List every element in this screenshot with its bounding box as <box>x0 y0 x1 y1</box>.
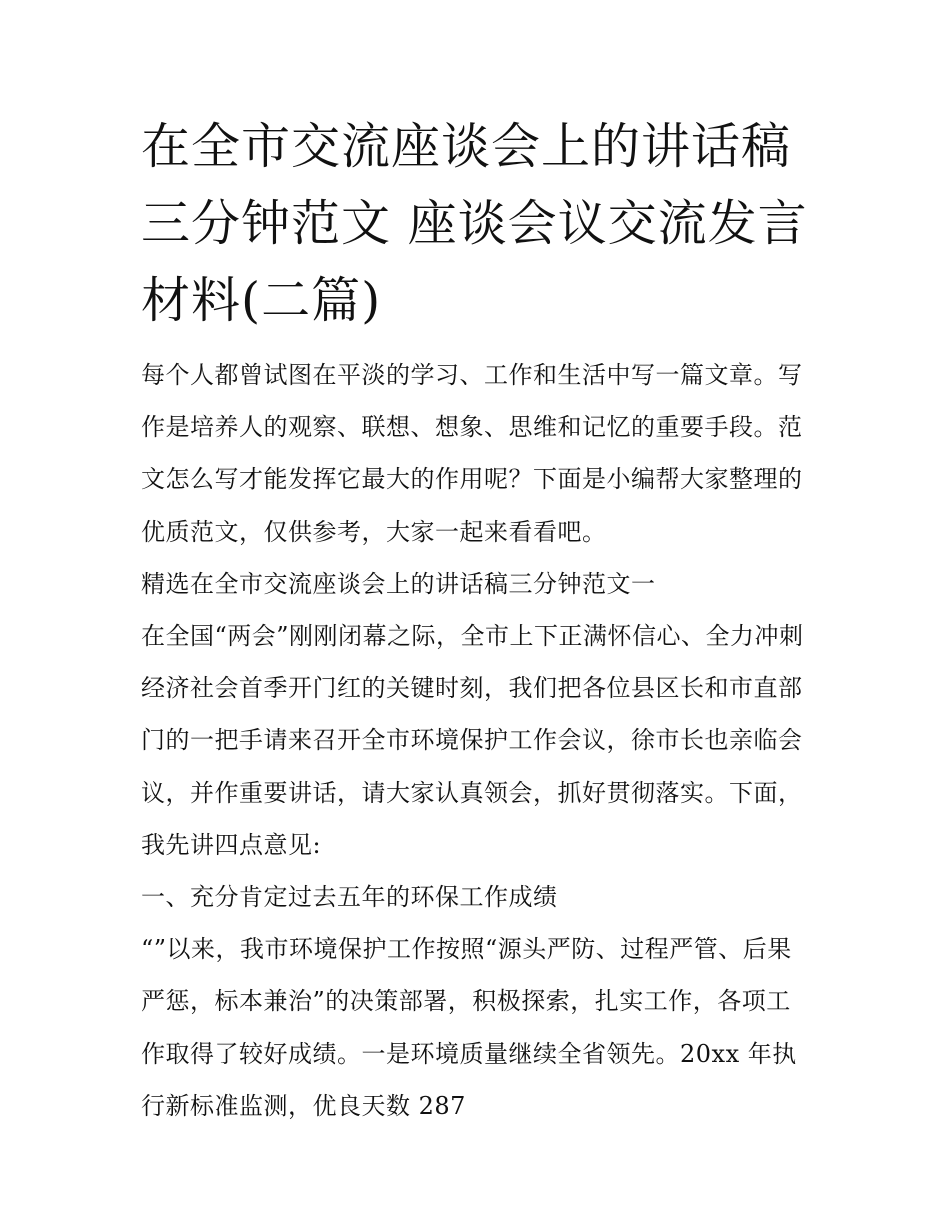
intro-line: 文怎么写才能发挥它最大的作用呢？下面是小编帮大家整理的 <box>141 465 803 494</box>
title-line: 三分钟范文 座谈会议交流发言 <box>141 195 808 252</box>
paragraph-line: “”以来，我市环境保护工作按照“源头严防、过程严管、后果 <box>141 935 792 964</box>
section-heading: 精选在全市交流座谈会上的讲话稿三分钟范文一 <box>141 569 656 598</box>
subsection-heading: 一、充分肯定过去五年的环保工作成绩 <box>141 883 558 912</box>
document-title <box>141 108 821 339</box>
title-line: 材料(二篇) <box>141 272 382 329</box>
paragraph-line: 严惩，标本兼治”的决策部署，积极探索，扎实工作，各项工 <box>141 987 791 1016</box>
paragraph-line: 作取得了较好成绩。一是环境质量继续全省领先。20xx 年执 <box>141 1039 797 1068</box>
intro-line: 作是培养人的观察、联想、想象、思维和记忆的重要手段。范 <box>141 413 803 442</box>
title-line: 在全市交流座谈会上的讲话稿 <box>141 118 792 175</box>
paragraph-line: 经济社会首季开门红的关键时刻，我们把各位县区长和市直部 <box>141 674 803 703</box>
document-page <box>141 108 821 1132</box>
intro-line: 每个人都曾试图在平淡的学习、工作和生活中写一篇文章。写 <box>141 361 803 389</box>
paragraph-line: 门的一把手请来召开全市环境保护工作会议，徐市长也亲临会 <box>141 726 803 755</box>
paragraph-line: 在全国“两会”刚刚闭幕之际，全市上下正满怀信心、全力冲刺 <box>141 622 804 651</box>
document-body <box>141 349 821 1132</box>
paragraph-line: 我先讲四点意见: <box>141 830 322 859</box>
paragraph-line: 行新标准监测，优良天数 287 <box>141 1091 466 1120</box>
intro-line: 优质范文，仅供参考，大家一起来看看吧。 <box>141 517 607 546</box>
paragraph-line: 议，并作重要讲话，请大家认真领会，抓好贯彻落实。下面， <box>141 778 803 807</box>
